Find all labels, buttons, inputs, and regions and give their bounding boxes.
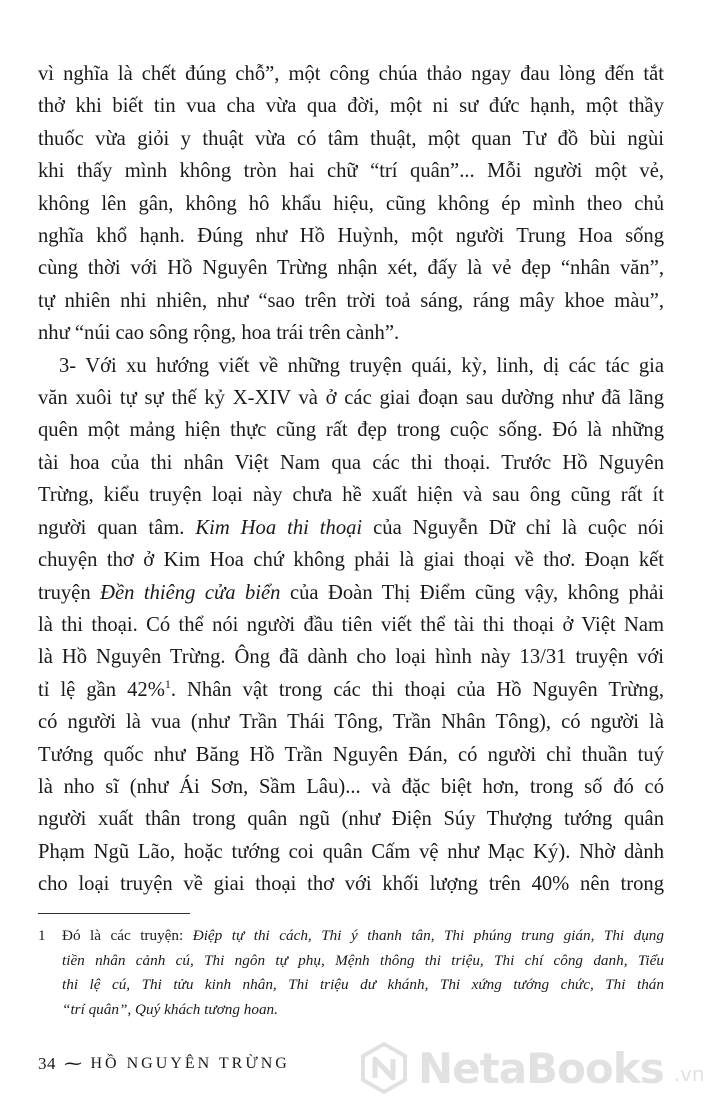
text-line: văn xuôi tự sự thế kỷ X-XIV và ở các giai đoạn sau dường như đã lãng — [38, 387, 664, 410]
text-line: người xuất thân trong quân ngũ (như Điện Súy Thượng tướng quân — [38, 808, 664, 831]
text-line: là thi thoại. Có thể nói người đầu tiên viết thể tài thi thoại ở Việt Nam — [38, 613, 664, 636]
text-run: của Nguyễn Dữ chỉ là cuộc nói — [373, 516, 664, 539]
story-title-italic: Đền thiêng cửa biển — [100, 581, 281, 604]
text-line: không lên gân, không hô khẩu hiệu, cũng không ép mình theo chủ — [38, 192, 664, 215]
text-line: có người là vua (như Trần Thái Tông, Trần Nhân Tông), có người là — [38, 711, 664, 734]
footnote-line — [62, 973, 664, 998]
text-run: . Nhân vật trong các thi thoại của Hồ Nguyên Trừng, — [170, 678, 664, 701]
text-line-mixed — [38, 512, 664, 544]
watermark-text: NetaBooks — [418, 1043, 664, 1093]
text-line: là Hồ Nguyên Trừng. Ông đã dành cho loại hình này 13/31 truyện với — [38, 646, 664, 669]
text-line: Phạm Ngũ Lão, hoặc tướng coi quân Cấm vệ như Mạc Ký). Nhờ dành — [38, 840, 664, 863]
running-title: HỒ NGUYÊN TRỪNG — [90, 1054, 290, 1072]
netabooks-logo-icon — [360, 1042, 408, 1094]
text-line: Tướng quốc như Băng Hồ Trần Nguyên Đán, có người chỉ thuần tuý — [38, 743, 664, 766]
text-line: là nho sĩ (như Ái Sơn, Sầm Lâu)... và đặc biệt hơn, trong số đó có — [38, 775, 664, 798]
footnote-titles: thi lệ cú, Thi tửu kinh nhân, Thi triệu dư khánh, Thi xứng tướng chức, Thi thán — [62, 976, 664, 994]
text-line: quên một mảng hiện thực cũng rất đẹp trong cuộc sống. Đó là những — [38, 419, 664, 442]
text-run: của Đoàn Thị Điểm cũng vậy, không phải — [289, 581, 664, 604]
footnote-titles: tiền nhân cảnh cú, Thi ngôn tự phụ, Mệnh thông thi triệu, Thi chí công danh, Tiểu — [62, 951, 664, 969]
text-line: như “núi cao sông rộng, hoa trái trên cành”. — [38, 322, 400, 345]
text-line: Trừng, kiểu truyện loại này chưa hề xuất hiện và sau ông cũng rất ít — [38, 484, 664, 507]
paragraph-1 — [38, 58, 664, 350]
text-run: người quan tâm. — [38, 516, 185, 539]
book-title-italic: Kim Hoa thi thoại — [195, 516, 363, 539]
text-line: cùng thời với Hồ Nguyên Trừng nhận xét, đấy là vẻ đẹp “nhân văn”, — [38, 257, 664, 280]
footnote-line — [62, 998, 664, 1023]
footnote-titles: Điệp tự thi cách, Thi ý thanh tân, Thi phúng trung gián, Thi dụng — [192, 927, 664, 944]
footnote-ref[interactable]: 1 — [164, 676, 171, 691]
page-footer — [38, 1053, 290, 1074]
footnote-lead: Đó là các truyện: — [62, 927, 184, 944]
footnote-titles: “trí quân”, Quý khách tương hoan. — [62, 1000, 278, 1018]
text-line-mixed — [38, 577, 664, 609]
watermark — [360, 1042, 705, 1094]
body-text — [38, 58, 664, 901]
footnote-line — [62, 949, 664, 974]
text-line: tự nhiên nhi nhiên, như “sao trên trời toả sáng, ráng mây khoe màu”, — [38, 289, 664, 312]
text-line: khi thấy mình không tròn hai chữ “trí quân”... Mỗi người một vẻ, — [38, 160, 664, 183]
watermark-suffix: .vn — [673, 1062, 705, 1086]
footnote — [38, 924, 664, 1022]
page-number: 34 — [38, 1053, 56, 1073]
text-line: thở khi biết tin vua cha vừa qua đời, một ni sư đức hạnh, một thầy — [38, 95, 664, 118]
tilde-ornament-icon: ⁓ — [64, 1053, 83, 1073]
footnote-body — [62, 924, 664, 1022]
text-line: nghĩa khổ hạnh. Đúng như Hồ Huỳnh, một người Trung Hoa sống — [38, 225, 664, 248]
text-line: cho loại truyện về giai thoại thơ với khối lượng trên 40% nên trong — [38, 873, 664, 896]
footnote-divider — [38, 913, 190, 914]
footnote-line — [62, 924, 664, 949]
text-run: truyện — [38, 581, 91, 604]
text-line: chuyện thơ ở Kim Hoa chứ không phải là giai thoại về thơ. Đoạn kết — [38, 549, 664, 572]
footnote-number: 1 — [38, 927, 46, 944]
text-line: vì nghĩa là chết đúng chỗ”, một công chúa thảo ngay đau lòng đến tắt — [38, 63, 664, 85]
text-line: thuốc vừa giỏi y thuật vừa có tâm thuật, một quan Tư đồ bùi ngùi — [38, 127, 664, 150]
text-line: 3- Với xu hướng viết về những truyện quái, kỳ, linh, dị các tác gia — [59, 354, 664, 377]
paragraph-2 — [38, 350, 664, 901]
text-line-mixed — [38, 674, 664, 706]
text-line: tài hoa của thi nhân Việt Nam qua các thi thoại. Trước Hồ Nguyên — [38, 451, 664, 474]
text-run: tỉ lệ gần 42% — [38, 678, 165, 701]
